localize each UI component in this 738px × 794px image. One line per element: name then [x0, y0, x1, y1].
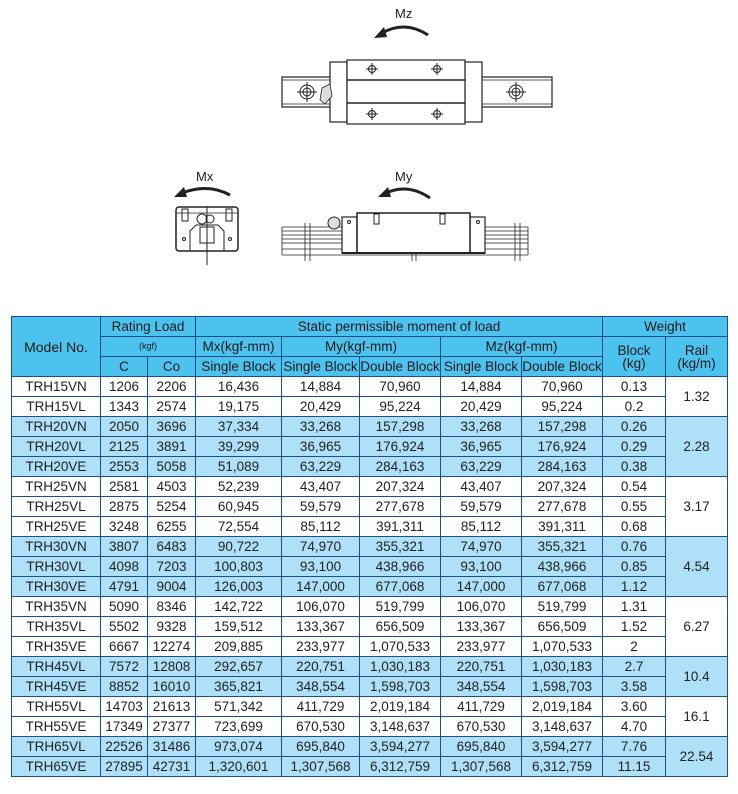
cell-block: 0.29 — [603, 437, 666, 457]
cell-my-single: 1,307,568 — [282, 757, 360, 777]
cell-mz-double: 70,960 — [522, 377, 603, 397]
cell-mz-double: 1,030,183 — [522, 657, 603, 677]
cell-c0: 2574 — [148, 397, 196, 417]
cell-my-single: 411,729 — [282, 697, 360, 717]
cell-model: TRH15VL — [12, 397, 101, 417]
cell-c: 3248 — [101, 517, 148, 537]
header-mz: Mz(kgf-mm) — [441, 337, 603, 357]
cell-model: TRH35VN — [12, 597, 101, 617]
cell-mz-double: 277,678 — [522, 497, 603, 517]
cell-model: TRH45VL — [12, 657, 101, 677]
cell-c: 7572 — [101, 657, 148, 677]
cell-model: TRH20VN — [12, 417, 101, 437]
cell-block: 7.76 — [603, 737, 666, 757]
cell-my-single: 670,530 — [282, 717, 360, 737]
my-rotation-arrow-icon — [386, 189, 430, 198]
cell-my-single: 74,970 — [282, 537, 360, 557]
cell-c0: 8346 — [148, 597, 196, 617]
cell-mz-single: 85,112 — [441, 517, 522, 537]
cell-my-single: 233,977 — [282, 637, 360, 657]
cell-mz-double: 656,509 — [522, 617, 603, 637]
header-c0: Co — [148, 357, 196, 377]
header-c: C — [101, 357, 148, 377]
cell-mz-single: 106,070 — [441, 597, 522, 617]
cell-model: TRH20VE — [12, 457, 101, 477]
cell-my-double: 176,924 — [360, 437, 441, 457]
cell-c: 2581 — [101, 477, 148, 497]
cell-mz-double: 284,163 — [522, 457, 603, 477]
cell-mz-double: 2,019,184 — [522, 697, 603, 717]
cell-model: TRH65VE — [12, 757, 101, 777]
cell-block: 1.31 — [603, 597, 666, 617]
cell-c0: 5058 — [148, 457, 196, 477]
cell-block: 0.54 — [603, 477, 666, 497]
cell-my-single: 20,429 — [282, 397, 360, 417]
cell-mx: 19,175 — [196, 397, 282, 417]
cell-my-single: 695,840 — [282, 737, 360, 757]
grease-nipple-icon — [328, 217, 340, 229]
cell-my-single: 14,884 — [282, 377, 360, 397]
cell-mz-double: 95,224 — [522, 397, 603, 417]
cell-mz-double: 519,799 — [522, 597, 603, 617]
cell-model: TRH55VL — [12, 697, 101, 717]
mz-top-view-diagram — [270, 0, 560, 130]
cell-c0: 42731 — [148, 757, 196, 777]
cell-mz-single: 147,000 — [441, 577, 522, 597]
cell-block: 0.55 — [603, 497, 666, 517]
cell-c0: 12274 — [148, 637, 196, 657]
cell-block: 2 — [603, 637, 666, 657]
table-row — [12, 437, 728, 457]
cell-mz-double: 207,324 — [522, 477, 603, 497]
header-my-single: Single Block — [282, 357, 360, 377]
cell-my-double: 95,224 — [360, 397, 441, 417]
cell-c: 22526 — [101, 737, 148, 757]
cell-block: 0.85 — [603, 557, 666, 577]
cell-c0: 7203 — [148, 557, 196, 577]
cell-block: 0.76 — [603, 537, 666, 557]
cell-mz-single: 33,268 — [441, 417, 522, 437]
cell-c: 5090 — [101, 597, 148, 617]
cell-model: TRH30VE — [12, 577, 101, 597]
cell-c: 17349 — [101, 717, 148, 737]
cell-mx: 39,299 — [196, 437, 282, 457]
cell-c: 2875 — [101, 497, 148, 517]
cell-my-single: 59,579 — [282, 497, 360, 517]
cell-my-double: 438,966 — [360, 557, 441, 577]
table-body — [12, 377, 728, 777]
cell-c: 8852 — [101, 677, 148, 697]
cell-c0: 16010 — [148, 677, 196, 697]
cell-c0: 27377 — [148, 717, 196, 737]
mz-label: Mz — [395, 6, 413, 21]
cell-c: 2050 — [101, 417, 148, 437]
cell-my-single: 85,112 — [282, 517, 360, 537]
cell-my-double: 656,509 — [360, 617, 441, 637]
cell-my-double: 157,298 — [360, 417, 441, 437]
cell-model: TRH20VL — [12, 437, 101, 457]
cell-rail-weight: 16.1 — [666, 697, 728, 737]
cell-rail-weight: 1.32 — [666, 377, 728, 417]
cell-c: 4098 — [101, 557, 148, 577]
cell-my-double: 1,598,703 — [360, 677, 441, 697]
table-row — [12, 717, 728, 737]
cell-my-single: 43,407 — [282, 477, 360, 497]
cell-mx: 159,512 — [196, 617, 282, 637]
load-rating-spec-table — [11, 316, 728, 777]
cell-mx: 973,074 — [196, 737, 282, 757]
cell-mz-double: 6,312,759 — [522, 757, 603, 777]
cell-block: 1.52 — [603, 617, 666, 637]
cell-mz-double: 176,924 — [522, 437, 603, 457]
header-my: My(kgf-mm) — [282, 337, 441, 357]
cell-mz-single: 14,884 — [441, 377, 522, 397]
table-row — [12, 477, 728, 497]
cell-c: 6667 — [101, 637, 148, 657]
cell-my-double: 1,030,183 — [360, 657, 441, 677]
my-side-view-diagram — [280, 165, 530, 265]
cell-model: TRH25VL — [12, 497, 101, 517]
cell-block: 0.13 — [603, 377, 666, 397]
cell-model: TRH25VN — [12, 477, 101, 497]
cell-rail-weight: 2.28 — [666, 417, 728, 477]
cell-rail-weight: 6.27 — [666, 597, 728, 657]
cell-mz-double: 1,598,703 — [522, 677, 603, 697]
table-row — [12, 737, 728, 757]
cell-mx: 571,342 — [196, 697, 282, 717]
cell-c0: 3696 — [148, 417, 196, 437]
cell-c: 3807 — [101, 537, 148, 557]
cell-c: 5502 — [101, 617, 148, 637]
cell-c0: 9004 — [148, 577, 196, 597]
table-row — [12, 457, 728, 477]
cell-rail-weight: 3.17 — [666, 477, 728, 537]
cell-mx: 37,334 — [196, 417, 282, 437]
table-row — [12, 597, 728, 617]
cell-mz-single: 695,840 — [441, 737, 522, 757]
cell-c0: 31486 — [148, 737, 196, 757]
cell-my-single: 63,229 — [282, 457, 360, 477]
cell-c0: 9328 — [148, 617, 196, 637]
cell-model: TRH15VN — [12, 377, 101, 397]
cell-mz-single: 411,729 — [441, 697, 522, 717]
mz-rotation-arrow-icon — [382, 27, 428, 35]
cell-block: 2.7 — [603, 657, 666, 677]
cell-mx: 100,803 — [196, 557, 282, 577]
cell-mz-double: 355,321 — [522, 537, 603, 557]
mx-label: Mx — [196, 169, 214, 184]
cell-mz-single: 63,229 — [441, 457, 522, 477]
cell-mz-double: 3,148,637 — [522, 717, 603, 737]
cell-model: TRH30VL — [12, 557, 101, 577]
cell-my-double: 207,324 — [360, 477, 441, 497]
cell-block: 4.70 — [603, 717, 666, 737]
cell-block: 3.60 — [603, 697, 666, 717]
table-row — [12, 377, 728, 397]
table-row — [12, 497, 728, 517]
cell-my-single: 147,000 — [282, 577, 360, 597]
table-row — [12, 757, 728, 777]
cell-c: 27895 — [101, 757, 148, 777]
header-mx: Mx(kgf-mm) — [196, 337, 282, 357]
cell-mx: 90,722 — [196, 537, 282, 557]
header-mz-single: Single Block — [441, 357, 522, 377]
cell-my-double: 1,070,533 — [360, 637, 441, 657]
mx-front-view-diagram — [160, 165, 250, 265]
cell-mz-single: 20,429 — [441, 397, 522, 417]
cell-c0: 21613 — [148, 697, 196, 717]
header-my-double: Double Block — [360, 357, 441, 377]
cell-block: 3.58 — [603, 677, 666, 697]
table-row — [12, 697, 728, 717]
cell-my-double: 70,960 — [360, 377, 441, 397]
cell-mx: 1,320,601 — [196, 757, 282, 777]
cell-mx: 365,821 — [196, 677, 282, 697]
cell-c0: 2206 — [148, 377, 196, 397]
cell-mz-double: 438,966 — [522, 557, 603, 577]
cell-my-single: 133,367 — [282, 617, 360, 637]
cell-mz-double: 3,594,277 — [522, 737, 603, 757]
cell-mx: 16,436 — [196, 377, 282, 397]
cell-c: 1206 — [101, 377, 148, 397]
header-rating-load-label: Rating Load — [111, 319, 185, 334]
cell-my-double: 277,678 — [360, 497, 441, 517]
cell-c0: 5254 — [148, 497, 196, 517]
cell-my-single: 106,070 — [282, 597, 360, 617]
cell-mz-single: 220,751 — [441, 657, 522, 677]
cell-mz-single: 74,970 — [441, 537, 522, 557]
cell-model: TRH65VL — [12, 737, 101, 757]
cell-mx: 209,885 — [196, 637, 282, 657]
cell-c: 2125 — [101, 437, 148, 457]
cell-mx: 72,554 — [196, 517, 282, 537]
table-header — [12, 317, 728, 377]
cell-c: 14703 — [101, 697, 148, 717]
cell-my-single: 93,100 — [282, 557, 360, 577]
cell-mz-single: 59,579 — [441, 497, 522, 517]
cell-mz-double: 157,298 — [522, 417, 603, 437]
header-mx-single: Single Block — [196, 357, 282, 377]
table-row — [12, 517, 728, 537]
mx-rotation-arrow-icon — [182, 188, 230, 195]
cell-my-single: 348,554 — [282, 677, 360, 697]
cell-my-double: 391,311 — [360, 517, 441, 537]
cell-my-double: 3,594,277 — [360, 737, 441, 757]
header-rating-load — [101, 317, 196, 337]
table-row — [12, 417, 728, 437]
cell-c0: 4503 — [148, 477, 196, 497]
guide-block-top-view — [270, 0, 560, 130]
cell-my-double: 2,019,184 — [360, 697, 441, 717]
cell-my-double: 284,163 — [360, 457, 441, 477]
cell-my-double: 677,068 — [360, 577, 441, 597]
cell-model: TRH35VL — [12, 617, 101, 637]
cell-c0: 3891 — [148, 437, 196, 457]
cell-mz-single: 43,407 — [441, 477, 522, 497]
table-row — [12, 677, 728, 697]
cell-my-double: 3,148,637 — [360, 717, 441, 737]
cell-block: 1.12 — [603, 577, 666, 597]
table-row — [12, 637, 728, 657]
cell-my-double: 519,799 — [360, 597, 441, 617]
header-static-moment: Static permissible moment of load — [196, 317, 603, 337]
cell-mz-single: 133,367 — [441, 617, 522, 637]
cell-model: TRH35VE — [12, 637, 101, 657]
cell-model: TRH45VE — [12, 677, 101, 697]
cell-block: 11.15 — [603, 757, 666, 777]
cell-c: 4791 — [101, 577, 148, 597]
cell-block: 0.2 — [603, 397, 666, 417]
cell-mx: 52,239 — [196, 477, 282, 497]
cell-c0: 12808 — [148, 657, 196, 677]
cell-mx: 723,699 — [196, 717, 282, 737]
cell-model: TRH25VE — [12, 517, 101, 537]
cell-my-single: 36,965 — [282, 437, 360, 457]
cell-mz-single: 670,530 — [441, 717, 522, 737]
header-weight: Weight — [603, 317, 728, 337]
header-rating-load-unit: (kgf) — [101, 337, 196, 357]
cell-mx: 292,657 — [196, 657, 282, 677]
cell-mz-single: 233,977 — [441, 637, 522, 657]
cell-model: TRH55VE — [12, 717, 101, 737]
cell-my-double: 6,312,759 — [360, 757, 441, 777]
cell-mz-single: 36,965 — [441, 437, 522, 457]
cell-rail-weight: 22.54 — [666, 737, 728, 777]
header-block: Block (kg) — [603, 337, 666, 377]
table-row — [12, 657, 728, 677]
cell-block: 0.38 — [603, 457, 666, 477]
table-row — [12, 397, 728, 417]
cell-my-single: 220,751 — [282, 657, 360, 677]
cell-c: 1343 — [101, 397, 148, 417]
cell-block: 0.26 — [603, 417, 666, 437]
cell-mx: 142,722 — [196, 597, 282, 617]
cell-rail-weight: 10.4 — [666, 657, 728, 697]
cell-mx: 126,003 — [196, 577, 282, 597]
cell-c: 2553 — [101, 457, 148, 477]
cell-mz-double: 391,311 — [522, 517, 603, 537]
cell-mz-double: 1,070,533 — [522, 637, 603, 657]
cell-c0: 6255 — [148, 517, 196, 537]
table-row — [12, 617, 728, 637]
cell-mz-single: 93,100 — [441, 557, 522, 577]
table-row — [12, 577, 728, 597]
header-rail: Rail (kg/m) — [666, 337, 728, 377]
table-row — [12, 557, 728, 577]
cell-mx: 51,089 — [196, 457, 282, 477]
cell-mx: 60,945 — [196, 497, 282, 517]
cell-c0: 6483 — [148, 537, 196, 557]
my-label: My — [395, 169, 413, 184]
header-model-no: Model No. — [12, 317, 101, 377]
cell-my-double: 355,321 — [360, 537, 441, 557]
table-row — [12, 537, 728, 557]
cell-mz-single: 1,307,568 — [441, 757, 522, 777]
cell-mz-single: 348,554 — [441, 677, 522, 697]
cell-model: TRH30VN — [12, 537, 101, 557]
header-mz-double: Double Block — [522, 357, 603, 377]
cell-mz-double: 677,068 — [522, 577, 603, 597]
cell-block: 0.68 — [603, 517, 666, 537]
cell-rail-weight: 4.54 — [666, 537, 728, 597]
cell-my-single: 33,268 — [282, 417, 360, 437]
